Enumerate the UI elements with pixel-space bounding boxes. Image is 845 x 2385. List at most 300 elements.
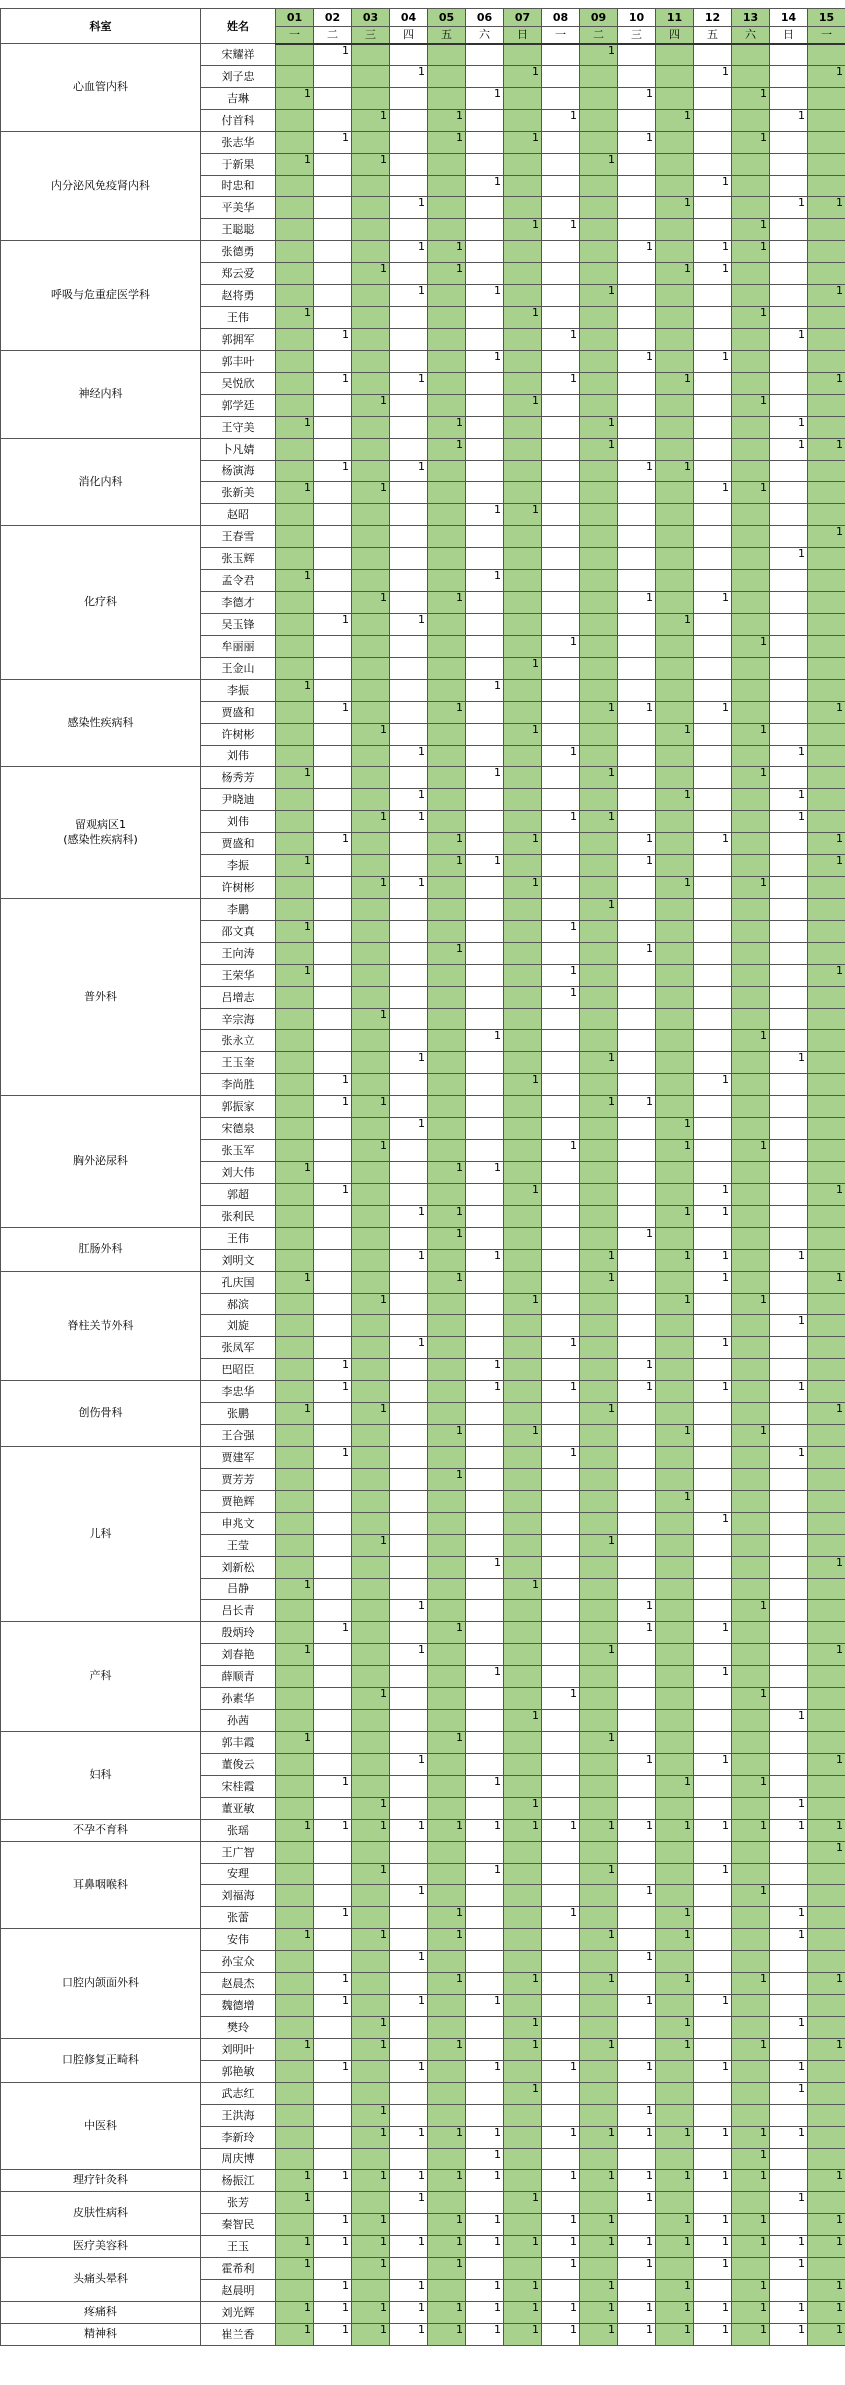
doctor-name: 张凤军	[201, 1337, 276, 1359]
duty-cell	[390, 1775, 428, 1797]
duty-cell	[276, 1425, 314, 1447]
duty-cell	[428, 219, 466, 241]
duty-cell	[314, 1205, 352, 1227]
duty-cell	[808, 745, 845, 767]
duty-cell	[618, 1688, 656, 1710]
duty-cell: 1	[542, 2060, 580, 2082]
duty-cell	[770, 241, 808, 263]
duty-cell	[276, 1074, 314, 1096]
duty-cell	[618, 1468, 656, 1490]
duty-cell: 1	[656, 197, 694, 219]
duty-cell	[770, 986, 808, 1008]
doctor-name: 刘光辉	[201, 2301, 276, 2323]
duty-cell	[580, 1315, 618, 1337]
duty-cell	[504, 372, 542, 394]
duty-cell	[390, 416, 428, 438]
duty-cell	[808, 1162, 845, 1184]
duty-cell: 1	[276, 1271, 314, 1293]
duty-cell	[466, 1622, 504, 1644]
duty-cell: 1	[504, 723, 542, 745]
duty-cell	[504, 1863, 542, 1885]
duty-cell: 1	[580, 1096, 618, 1118]
duty-cell	[732, 855, 770, 877]
duty-cell	[390, 1534, 428, 1556]
duty-cell: 1	[276, 570, 314, 592]
duty-cell: 1	[466, 2148, 504, 2170]
duty-cell	[276, 2016, 314, 2038]
duty-cell	[808, 1030, 845, 1052]
duty-cell	[656, 1337, 694, 1359]
duty-cell	[466, 65, 504, 87]
duty-cell: 1	[428, 1973, 466, 1995]
duty-cell: 1	[732, 1030, 770, 1052]
duty-cell: 1	[656, 372, 694, 394]
duty-cell	[770, 1534, 808, 1556]
duty-cell	[694, 197, 732, 219]
table-row	[1, 1731, 845, 1753]
duty-cell	[542, 701, 580, 723]
duty-cell	[314, 2126, 352, 2148]
duty-cell	[314, 1644, 352, 1666]
duty-cell: 1	[694, 2236, 732, 2258]
doctor-name: 贾盛和	[201, 701, 276, 723]
duty-cell: 1	[276, 1403, 314, 1425]
duty-cell	[504, 460, 542, 482]
duty-cell	[580, 1907, 618, 1929]
duty-cell: 1	[352, 592, 390, 614]
duty-cell	[542, 855, 580, 877]
duty-cell	[808, 679, 845, 701]
duty-cell	[656, 657, 694, 679]
table-row	[1, 2170, 845, 2192]
duty-cell	[580, 1666, 618, 1688]
duty-cell	[808, 635, 845, 657]
duty-cell	[314, 1666, 352, 1688]
duty-cell	[276, 460, 314, 482]
duty-cell	[390, 1227, 428, 1249]
doctor-name: 郭丰叶	[201, 350, 276, 372]
table-row	[1, 1096, 845, 1118]
doctor-name: 郭艳敏	[201, 2060, 276, 2082]
duty-cell: 1	[314, 1447, 352, 1469]
duty-cell	[504, 87, 542, 109]
duty-cell: 1	[276, 2258, 314, 2280]
doctor-name: 张鹏	[201, 1403, 276, 1425]
day-number: 06	[466, 9, 504, 27]
duty-cell	[428, 526, 466, 548]
duty-cell	[618, 1710, 656, 1732]
duty-cell	[542, 1468, 580, 1490]
duty-cell: 1	[656, 2170, 694, 2192]
duty-cell: 1	[542, 2236, 580, 2258]
doctor-name: 平美华	[201, 197, 276, 219]
duty-cell: 1	[770, 416, 808, 438]
duty-cell: 1	[466, 570, 504, 592]
duty-cell	[656, 526, 694, 548]
duty-cell: 1	[390, 1052, 428, 1074]
duty-cell	[618, 964, 656, 986]
doctor-name: 张玉辉	[201, 548, 276, 570]
duty-cell: 1	[314, 1819, 352, 1841]
duty-cell	[656, 2148, 694, 2170]
duty-cell	[618, 65, 656, 87]
duty-cell: 1	[466, 2060, 504, 2082]
duty-cell: 1	[276, 2192, 314, 2214]
duty-cell	[352, 1731, 390, 1753]
duty-cell	[618, 986, 656, 1008]
doctor-name: 殷炳玲	[201, 1622, 276, 1644]
duty-cell: 1	[352, 723, 390, 745]
duty-cell	[466, 1512, 504, 1534]
duty-cell	[390, 2038, 428, 2060]
duty-cell: 1	[732, 2170, 770, 2192]
duty-cell: 1	[466, 1556, 504, 1578]
duty-cell	[504, 701, 542, 723]
duty-cell	[808, 1249, 845, 1271]
duty-cell	[656, 153, 694, 175]
duty-cell: 1	[618, 2170, 656, 2192]
weekday-label: 一	[542, 27, 580, 44]
weekday-label: 二	[580, 27, 618, 44]
duty-cell	[770, 1271, 808, 1293]
duty-cell	[352, 1644, 390, 1666]
duty-cell	[808, 613, 845, 635]
duty-cell	[770, 1118, 808, 1140]
duty-cell	[504, 1249, 542, 1271]
duty-cell	[428, 1556, 466, 1578]
duty-cell	[352, 2082, 390, 2104]
department-name: 呼吸与危重症医学科	[1, 241, 201, 351]
duty-cell: 1	[276, 153, 314, 175]
duty-cell	[694, 1775, 732, 1797]
duty-cell	[314, 964, 352, 986]
duty-cell: 1	[770, 811, 808, 833]
doctor-name: 孙茜	[201, 1710, 276, 1732]
duty-cell	[504, 1885, 542, 1907]
duty-cell	[390, 438, 428, 460]
duty-cell	[732, 1227, 770, 1249]
duty-cell	[390, 635, 428, 657]
duty-cell: 1	[694, 1753, 732, 1775]
duty-cell	[428, 175, 466, 197]
duty-cell	[352, 1907, 390, 1929]
duty-cell: 1	[808, 833, 845, 855]
duty-cell	[618, 197, 656, 219]
duty-cell: 1	[618, 1951, 656, 1973]
duty-cell	[656, 635, 694, 657]
duty-cell	[466, 1140, 504, 1162]
duty-cell	[694, 1490, 732, 1512]
duty-cell	[808, 44, 845, 66]
duty-cell	[352, 307, 390, 329]
duty-cell	[542, 197, 580, 219]
duty-cell	[542, 1096, 580, 1118]
duty-cell: 1	[770, 2192, 808, 2214]
duty-cell	[732, 109, 770, 131]
duty-cell	[808, 1140, 845, 1162]
duty-cell: 1	[428, 1227, 466, 1249]
duty-cell	[694, 2082, 732, 2104]
duty-cell	[618, 1293, 656, 1315]
duty-cell: 1	[504, 877, 542, 899]
duty-cell: 1	[656, 1293, 694, 1315]
duty-cell	[542, 1271, 580, 1293]
duty-cell	[466, 131, 504, 153]
duty-cell	[352, 241, 390, 263]
duty-cell: 1	[390, 613, 428, 635]
doctor-name: 杨秀芳	[201, 767, 276, 789]
duty-cell	[542, 1666, 580, 1688]
duty-cell	[542, 241, 580, 263]
duty-cell: 1	[580, 701, 618, 723]
duty-cell	[504, 1140, 542, 1162]
duty-cell	[504, 44, 542, 66]
duty-cell	[504, 1600, 542, 1622]
duty-cell	[694, 1140, 732, 1162]
duty-cell	[656, 1008, 694, 1030]
duty-cell: 1	[352, 2258, 390, 2280]
department-name: 消化内科	[1, 438, 201, 526]
duty-cell	[390, 1797, 428, 1819]
duty-cell	[428, 1249, 466, 1271]
duty-cell	[276, 241, 314, 263]
duty-cell	[542, 1534, 580, 1556]
duty-cell	[466, 1731, 504, 1753]
duty-cell	[694, 1841, 732, 1863]
doctor-name: 孟令君	[201, 570, 276, 592]
doctor-name: 刘伟	[201, 745, 276, 767]
duty-cell	[352, 416, 390, 438]
duty-cell	[314, 767, 352, 789]
duty-cell	[694, 131, 732, 153]
duty-cell	[542, 2016, 580, 2038]
duty-cell: 1	[542, 1447, 580, 1469]
duty-cell	[276, 1534, 314, 1556]
duty-cell: 1	[504, 394, 542, 416]
doctor-name: 许树彬	[201, 877, 276, 899]
duty-cell	[352, 1359, 390, 1381]
duty-cell: 1	[732, 1688, 770, 1710]
duty-cell: 1	[466, 2323, 504, 2345]
duty-cell	[580, 1841, 618, 1863]
duty-cell: 1	[428, 2214, 466, 2236]
duty-cell	[732, 1381, 770, 1403]
duty-cell	[276, 986, 314, 1008]
duty-cell: 1	[352, 2038, 390, 2060]
duty-cell	[542, 1995, 580, 2017]
duty-cell: 1	[352, 1140, 390, 1162]
duty-cell	[694, 1731, 732, 1753]
duty-cell	[808, 175, 845, 197]
duty-cell: 1	[656, 877, 694, 899]
duty-cell: 1	[580, 2170, 618, 2192]
duty-cell	[428, 44, 466, 66]
duty-cell: 1	[504, 131, 542, 153]
duty-cell	[694, 723, 732, 745]
duty-cell: 1	[732, 2301, 770, 2323]
duty-cell	[694, 789, 732, 811]
duty-cell	[618, 394, 656, 416]
duty-cell	[504, 350, 542, 372]
duty-cell	[542, 1600, 580, 1622]
duty-cell	[466, 548, 504, 570]
duty-cell	[618, 416, 656, 438]
duty-cell	[314, 307, 352, 329]
duty-cell	[618, 1578, 656, 1600]
duty-cell	[276, 1622, 314, 1644]
duty-cell	[694, 570, 732, 592]
doctor-name: 王向涛	[201, 942, 276, 964]
duty-cell: 1	[390, 1995, 428, 2017]
doctor-name: 赵晨杰	[201, 1973, 276, 1995]
doctor-name: 张瑶	[201, 1819, 276, 1841]
duty-cell: 1	[466, 2170, 504, 2192]
department-name: 理疗针灸科	[1, 2170, 201, 2192]
duty-cell: 1	[314, 1381, 352, 1403]
duty-cell	[808, 1622, 845, 1644]
weekday-label: 日	[770, 27, 808, 44]
table-row	[1, 2258, 845, 2280]
duty-cell	[466, 1578, 504, 1600]
duty-cell	[618, 1666, 656, 1688]
duty-cell	[390, 592, 428, 614]
duty-cell	[694, 811, 732, 833]
duty-cell	[618, 109, 656, 131]
duty-cell	[352, 548, 390, 570]
duty-cell	[618, 2038, 656, 2060]
duty-cell	[808, 1447, 845, 1469]
duty-cell	[618, 328, 656, 350]
duty-cell	[390, 131, 428, 153]
duty-cell: 1	[732, 1885, 770, 1907]
duty-cell: 1	[352, 1863, 390, 1885]
duty-cell: 1	[542, 811, 580, 833]
duty-cell	[314, 1468, 352, 1490]
duty-cell: 1	[618, 1995, 656, 2017]
duty-cell	[808, 1337, 845, 1359]
duty-cell	[352, 745, 390, 767]
duty-cell: 1	[656, 723, 694, 745]
duty-cell	[732, 1337, 770, 1359]
duty-cell	[656, 2060, 694, 2082]
duty-cell: 1	[542, 372, 580, 394]
duty-cell: 1	[390, 2323, 428, 2345]
duty-cell	[314, 1118, 352, 1140]
duty-cell: 1	[656, 109, 694, 131]
doctor-name: 樊玲	[201, 2016, 276, 2038]
duty-cell	[352, 1249, 390, 1271]
duty-cell	[618, 2148, 656, 2170]
duty-cell: 1	[542, 1688, 580, 1710]
duty-cell	[542, 657, 580, 679]
duty-cell	[276, 1468, 314, 1490]
duty-cell	[276, 438, 314, 460]
duty-cell	[770, 1995, 808, 2017]
duty-cell	[694, 1315, 732, 1337]
duty-cell	[504, 1271, 542, 1293]
doctor-name: 王春雪	[201, 526, 276, 548]
doctor-name: 王荣华	[201, 964, 276, 986]
duty-cell: 1	[618, 2236, 656, 2258]
duty-cell: 1	[504, 2082, 542, 2104]
duty-cell	[656, 942, 694, 964]
duty-cell	[770, 1096, 808, 1118]
duty-cell	[504, 526, 542, 548]
duty-cell	[428, 2016, 466, 2038]
duty-cell: 1	[428, 855, 466, 877]
department-name: 胸外泌尿科	[1, 1096, 201, 1228]
duty-cell: 1	[770, 197, 808, 219]
duty-cell	[808, 1534, 845, 1556]
doctor-name: 刘明叶	[201, 2038, 276, 2060]
duty-cell: 1	[580, 2301, 618, 2323]
duty-cell: 1	[770, 328, 808, 350]
duty-cell	[618, 1447, 656, 1469]
duty-cell	[276, 2280, 314, 2302]
duty-cell: 1	[732, 482, 770, 504]
duty-cell: 1	[618, 1622, 656, 1644]
duty-cell	[314, 1710, 352, 1732]
duty-cell	[314, 548, 352, 570]
duty-cell	[504, 1666, 542, 1688]
duty-cell: 1	[504, 1425, 542, 1447]
duty-cell: 1	[694, 1512, 732, 1534]
duty-cell	[694, 1929, 732, 1951]
doctor-name: 刘旋	[201, 1315, 276, 1337]
duty-cell: 1	[618, 1819, 656, 1841]
duty-cell: 1	[770, 2301, 808, 2323]
duty-cell: 1	[352, 1797, 390, 1819]
duty-cell	[618, 570, 656, 592]
duty-cell: 1	[808, 855, 845, 877]
duty-cell	[466, 1534, 504, 1556]
doctor-name: 卜凡婧	[201, 438, 276, 460]
duty-cell	[732, 1403, 770, 1425]
duty-cell	[276, 613, 314, 635]
duty-cell: 1	[732, 1973, 770, 1995]
doctor-name: 刘大伟	[201, 1162, 276, 1184]
duty-cell	[314, 1885, 352, 1907]
duty-cell	[618, 1644, 656, 1666]
duty-cell: 1	[656, 1205, 694, 1227]
duty-cell	[314, 898, 352, 920]
doctor-name: 牟丽丽	[201, 635, 276, 657]
duty-cell: 1	[656, 1907, 694, 1929]
duty-cell	[732, 1578, 770, 1600]
duty-cell: 1	[504, 2323, 542, 2345]
duty-cell	[390, 307, 428, 329]
duty-cell: 1	[732, 767, 770, 789]
duty-cell: 1	[732, 2126, 770, 2148]
duty-cell	[770, 1359, 808, 1381]
duty-cell	[352, 460, 390, 482]
duty-cell	[542, 2192, 580, 2214]
duty-cell: 1	[618, 833, 656, 855]
duty-cell	[732, 1644, 770, 1666]
duty-cell: 1	[466, 1863, 504, 1885]
duty-cell	[466, 109, 504, 131]
duty-cell	[694, 898, 732, 920]
duty-cell	[428, 2060, 466, 2082]
duty-cell	[428, 1315, 466, 1337]
duty-cell	[390, 219, 428, 241]
duty-cell	[694, 855, 732, 877]
doctor-name: 安理	[201, 1863, 276, 1885]
duty-cell	[276, 1118, 314, 1140]
duty-cell	[390, 1907, 428, 1929]
doctor-name: 王玉奎	[201, 1052, 276, 1074]
duty-cell: 1	[770, 1447, 808, 1469]
